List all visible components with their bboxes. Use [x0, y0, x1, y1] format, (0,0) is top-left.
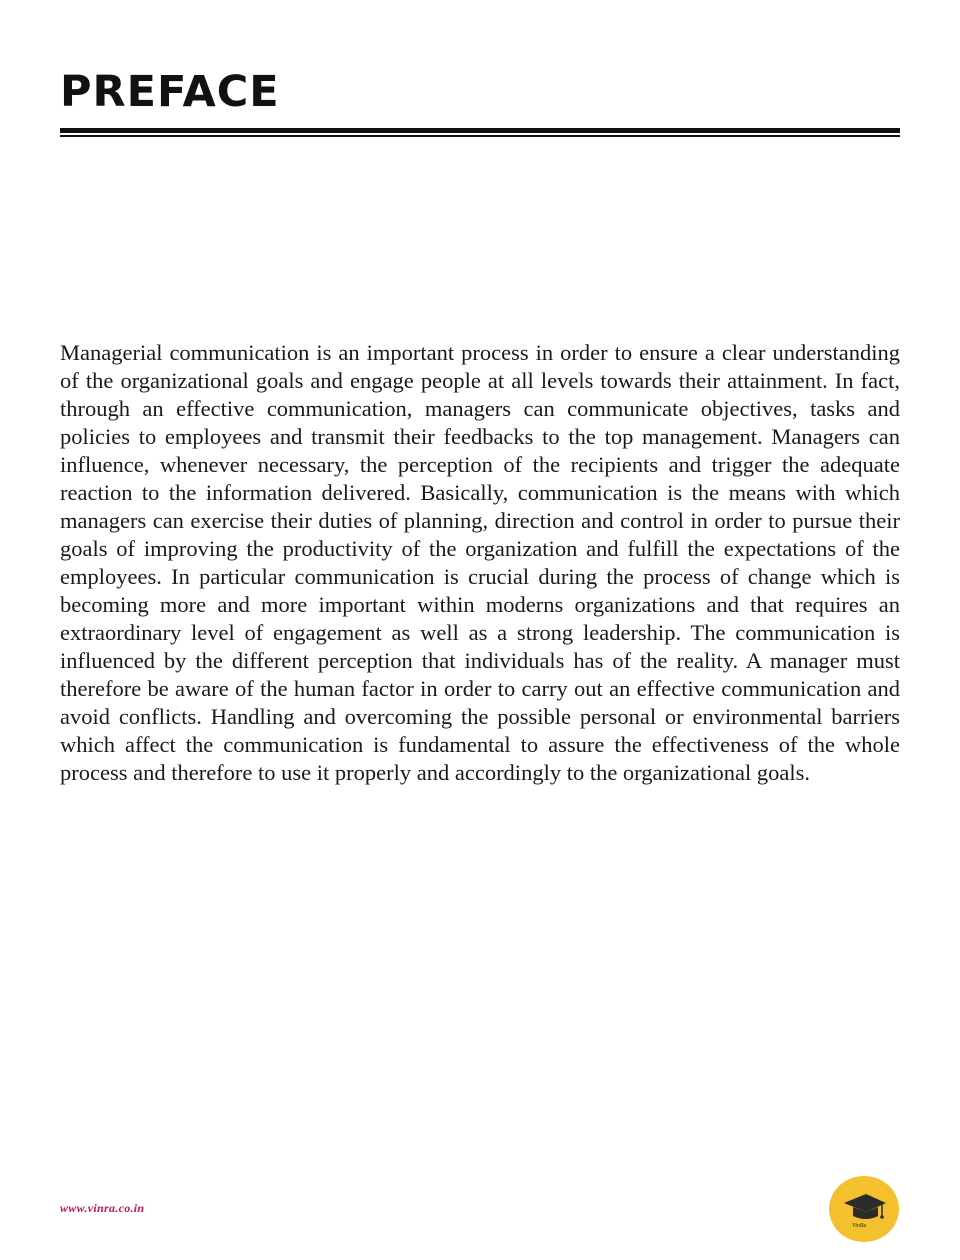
graduation-cap-icon	[840, 1189, 888, 1229]
logo-text: VinRa	[852, 1223, 867, 1229]
title-divider-thin	[60, 135, 900, 137]
preface-body: Managerial communication is an important process in order to ensure a clear understanding of the organizational goals and engage people at all levels towards their attainment. In fact, through an effective communication, managers can communicate objectives, tasks and policies to employees and transmit their feedbacks to the top management. Managers can influence, whenever necessary, the perception of the recipients and trigger the adequate reaction to the information delivered. Basically, communication is the means with which managers can exercise their duties of planning, direction and control in order to pursue their goals of improving the productivity of the organization and fulfill the expectations of the employees. In particular communication is crucial during the process of change which is becoming more and more important within moderns organizations and that requires an extraordinary level of engagement as well as a strong leadership. The communication is influenced by the different perception that individuals has of the reality. A manager must therefore be aware of the human factor in order to carry out an effective communication and avoid conflicts. Handling and overcoming the possible personal or environmental barriers which affect the communication is fundamental to assure the effectiveness of the whole process and therefore to use it properly and accordingly to the organizational goals.	[60, 340, 900, 785]
publisher-logo	[829, 1176, 899, 1242]
title-divider-thick	[60, 128, 900, 133]
page-title: PREFACE	[60, 67, 280, 117]
footer-url[interactable]: www.vinra.co.in	[60, 1201, 145, 1215]
